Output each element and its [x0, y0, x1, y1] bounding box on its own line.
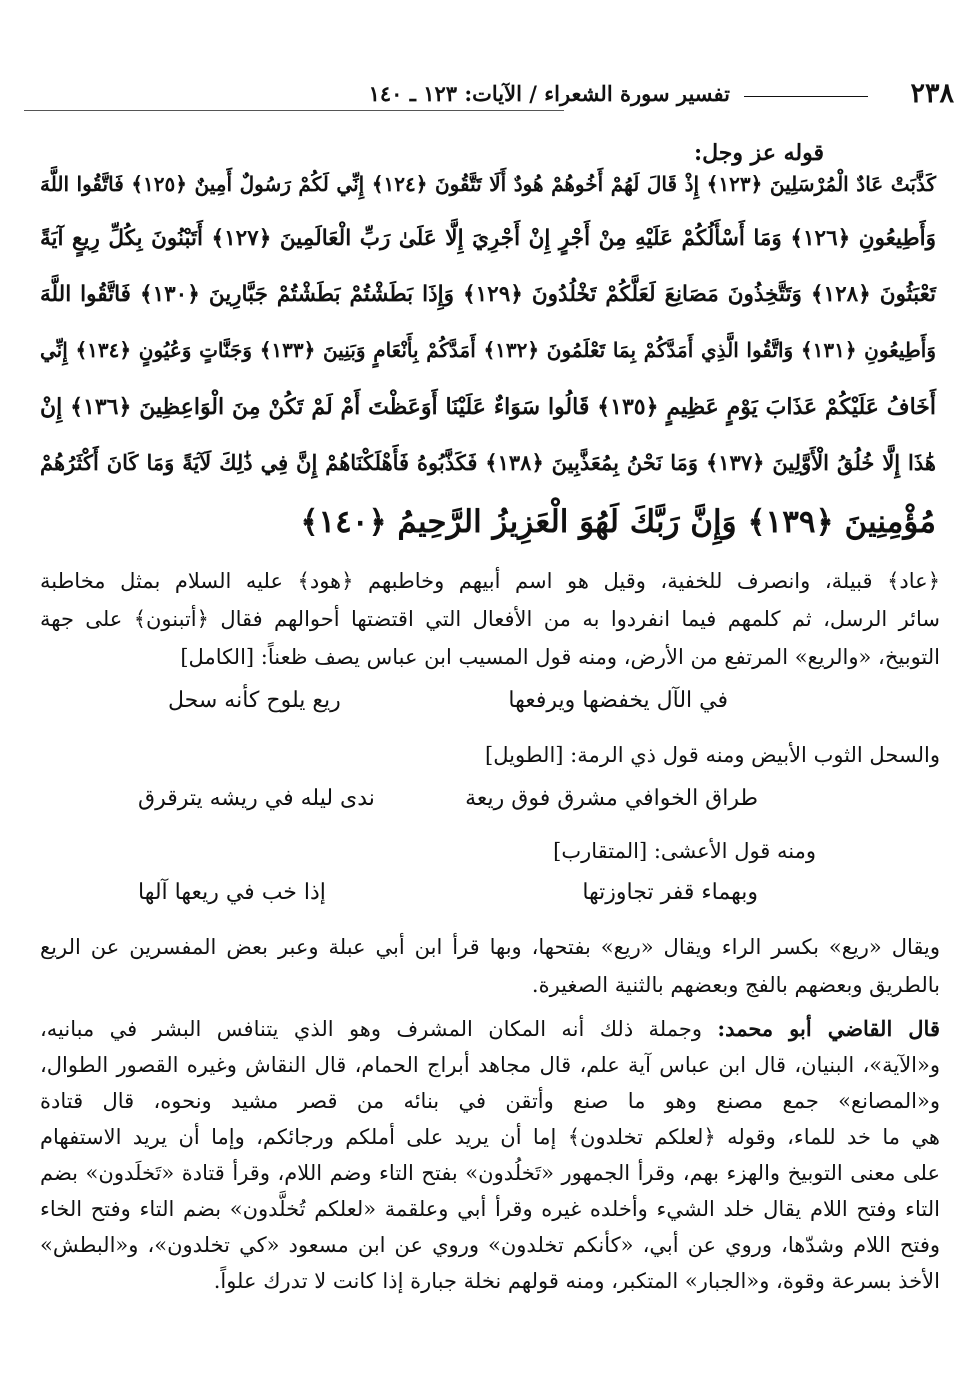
quran-line: كَذَّبَتْ عَادٌ الْمُرْسَلِينَ ﴿١٢٣﴾ إِذْ قَالَ لَهُمْ أَخُوهُمْ هُودٌ أَلَا تَتَّقُونَ ﴿١٢٤﴾ إِنِّي لَكُمْ رَسُولٌ أَمِينٌ ﴿١٢٥﴾ فَاتَّقُوا اللَّهَ: [40, 172, 936, 196]
intro-heading: قوله عز وجل:: [694, 140, 824, 166]
text-line: سائر الرسل، ثم كلمهم فيما انفردوا به من الأفعال التي اقتضتها أحوالهم فقال ﴿أتبنون﴾ على جهة: [40, 607, 940, 631]
header-rule: [744, 96, 868, 97]
commentary-paragraph: [40, 738, 940, 772]
commentary-paragraph: [40, 834, 940, 868]
commentary-paragraph: [40, 930, 940, 1004]
quran-line: تَعْبَثُونَ ﴿١٢٨﴾ وَتَتَّخِذُونَ مَصَانِعَ لَعَلَّكُمْ تَخْلُدُونَ ﴿١٢٩﴾ وَإِذَا بَطَشْتُمْ بَطَشْتُمْ جَبَّارِينَ ﴿١٣٠﴾ فَاتَّقُوا اللَّهَ: [40, 282, 937, 307]
commentary-paragraph: [40, 564, 940, 674]
text-line: هي ما خد للماء، وقوله ﴿لعلكم تخلدون﴾ إما أن يريد على أملكم ورجائكم، وإما أن يريد الاستفهام: [40, 1125, 940, 1149]
quran-block: [40, 170, 936, 550]
text-line: التاء وفتح اللام يقال خلد الشيء وأخلده غيره وقرأ أبي وعلقمة «لعلكم تُخلَّدون» بضم التاء وفتح الخاء: [40, 1197, 940, 1221]
text-line: ومنه قول الأعشى: [المتقارب]: [553, 839, 816, 863]
verse-hemistich-second: ندى ليله في ريشه يترقرق: [138, 786, 375, 811]
quran-line: مُؤْمِنِينَ ﴿١٣٩﴾ وَإِنَّ رَبَّكَ لَهُوَ الْعَزِيزُ الرَّحِيمُ ﴿١٤٠﴾: [300, 504, 936, 540]
speaker-label: قال القاضي أبو محمد:: [717, 1016, 940, 1041]
text-line: وفتح اللام وشدّها، وروي عن أبي، «كأنكم تخلدون» وروي عن ابن مسعود «كي تخلدون»، و«البطش»: [40, 1233, 940, 1257]
text-span: وجملة ذلك أنه المكان المشرف وهو الذي يتنافس البشر في مبانيه،: [40, 1017, 703, 1041]
text-line: ويقال «ريع» بكسر الراء ويقال «ريع» بفتحها، وبها قرأ ابن أبي عبلة وعبر بعض المفسرين عن الريع: [40, 935, 940, 959]
verse-hemistich-first: وبهماء قفر تجاوزتها: [582, 880, 758, 905]
quran-line: وَأَطِيعُونِ ﴿١٣١﴾ وَاتَّقُوا الَّذِي أَمَدَّكُمْ بِمَا تَعْلَمُونَ ﴿١٣٢﴾ أَمَدَّكُمْ بِأَنْعَامٍ وَبَنِينَ ﴿١٣٣﴾ وَجَنَّاتٍ وَعُيُونٍ ﴿١٣٤﴾ إِنِّي: [40, 338, 937, 362]
poetry-verse: [138, 786, 758, 820]
text-line: [40, 1012, 940, 1046]
quran-line: هَٰذَا إِلَّا خُلُقُ الْأَوَّلِينَ ﴿١٣٧﴾ وَمَا نَحْنُ بِمُعَذَّبِينَ ﴿١٣٨﴾ فَكَذَّبُوهُ فَأَهْلَكْنَاهُمْ إِنَّ فِي ذَٰلِكَ لَآيَةً وَمَا كَانَ أَكْثَرُهُمْ: [40, 450, 936, 475]
text-line: على معنى التوبيخ والهزء بهم، وقرأ الجمهور «تَخلُدون» بفتح التاء وضم اللام، وقرأ قتادة «تَخلَدون» بضم: [40, 1161, 940, 1185]
poetry-verse: [168, 688, 728, 722]
poetry-verse: [138, 880, 758, 914]
verse-hemistich-second: ريع يلوح كأنه سحل: [168, 688, 341, 713]
quran-line: وَأَطِيعُونِ ﴿١٢٦﴾ وَمَا أَسْأَلُكُمْ عَلَيْهِ مِنْ أَجْرٍ إِنْ أَجْرِيَ إِلَّا عَلَىٰ رَبِّ الْعَالَمِينَ ﴿١٢٧﴾ أَتَبْنُونَ بِكُلِّ رِيعٍ آيَةً: [40, 226, 936, 251]
text-line: بالطريق وبعضهم بالفج وبعضهم بالثنية الصغيرة.: [531, 973, 940, 997]
text-line: ﴿عاد﴾ قبيلة، وانصرف للخفية، وقيل هو اسم أبيهم وخاطبهم ﴿هود﴾ عليه السلام بمثل مخاطبة: [40, 569, 940, 593]
text-line: التوبيخ، «والريع» المرتفع من الأرض، ومنه قول المسيب ابن عباس يصف ظعناً: [الكامل]: [180, 645, 940, 669]
running-header: [22, 74, 954, 114]
quran-line: أَخَافُ عَلَيْكُمْ عَذَابَ يَوْمٍ عَظِيمٍ ﴿١٣٥﴾ قَالُوا سَوَاءٌ عَلَيْنَا أَوَعَظْتَ أَمْ لَمْ تَكُنْ مِنَ الْوَاعِظِينَ ﴿١٣٦﴾ إِنْ: [40, 394, 936, 420]
text-line: و«الآية»، البنيان، قال ابن عباس آية علم، قال مجاهد أبراج الحمام، قال النقاش وغيره القصور الطوال،: [40, 1053, 940, 1077]
text-line: الأخذ بسرعة وقوة، و«الجبار» المتكبر، ومنه قولهم نخلة جبارة إذا كانت لا تدرك علواً.: [213, 1269, 940, 1293]
commentary-paragraph: [40, 1012, 940, 1322]
verse-hemistich-first: في الآل يخفضها ويرفعها: [508, 688, 728, 713]
page-number: ٢٣٨: [910, 78, 954, 109]
verse-hemistich-second: إذا خب في ريعها آلها: [138, 880, 326, 905]
header-underline: [24, 110, 564, 111]
text-line: والسحل الثوب الأبيض ومنه قول ذي الرمة: [الطويل]: [485, 743, 940, 767]
text-line: و«المصانع» جمع مصنع وهو ما صنع وأتقن في بنائه من قصر مشيد ونحوه، قال قتادة: [40, 1089, 940, 1113]
running-title: تفسير سورة الشعراء / الآيات: ١٢٣ ـ ١٤٠: [368, 81, 730, 106]
verse-hemistich-first: طراق الخوافي مشرق فوق ريعة: [465, 786, 758, 811]
